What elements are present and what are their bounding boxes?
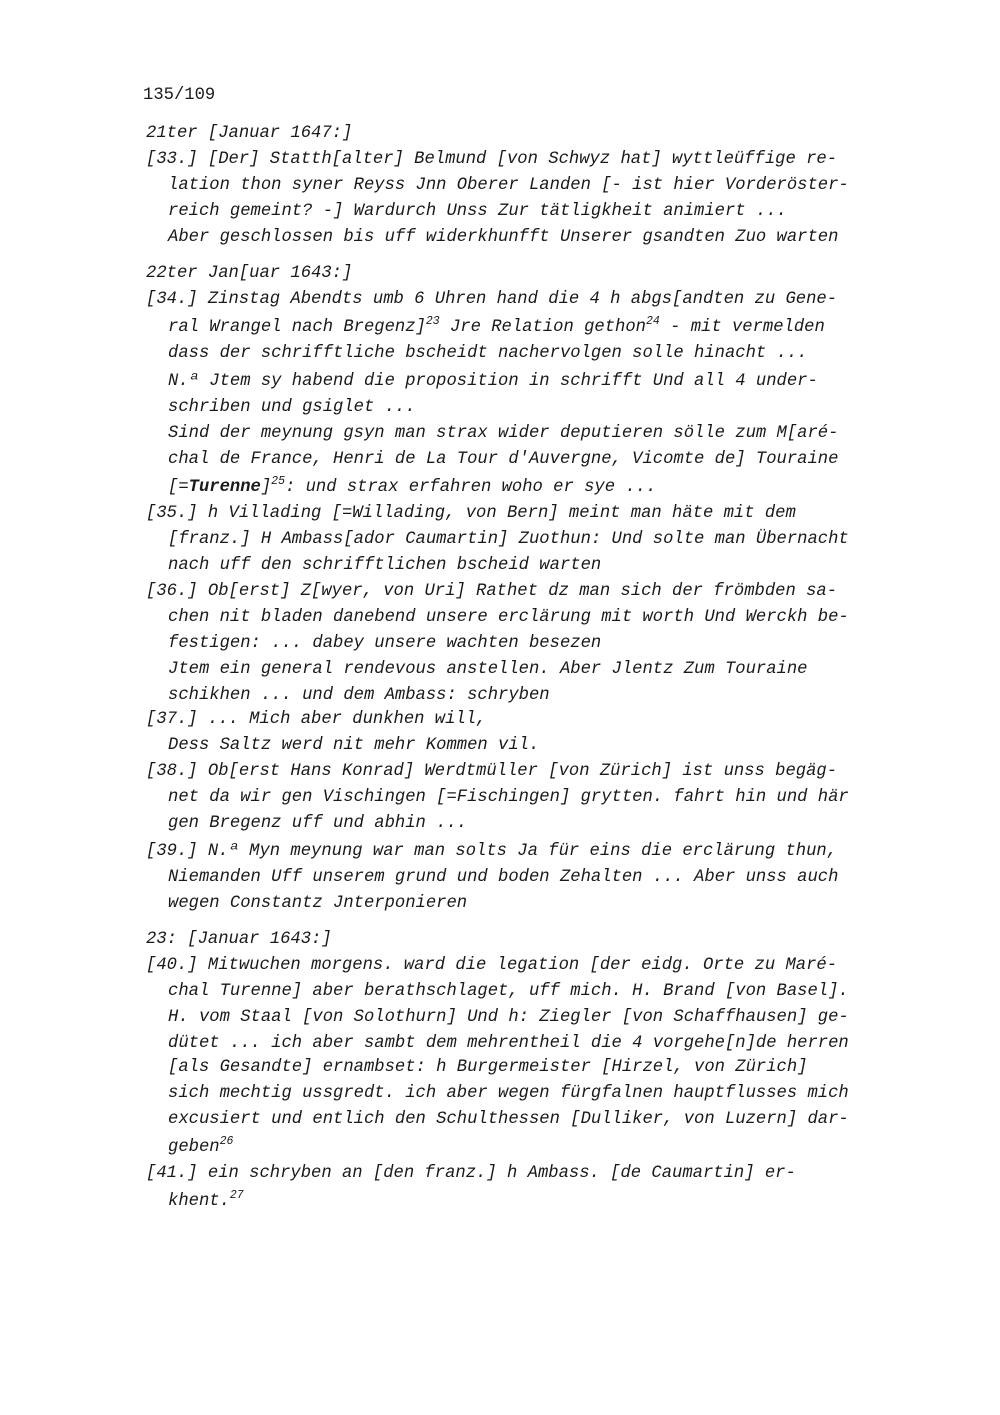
footnote-ref: 27 xyxy=(229,1189,244,1202)
entry-33-line-1: [33.] [Der] Statth[alter] Belmund [von Schwyz hat] wyttleüffige re- xyxy=(146,150,838,169)
entry-40-line-4: dütet ... ich aber sambt dem mehrentheil die 4 vorgehe[n]de herren xyxy=(168,1034,849,1053)
entry-34-line-4: N.ª Jtem sy habend die proposition in schrifft Und all 4 under- xyxy=(168,372,818,391)
entry-38-line-1: [38.] Ob[erst Hans Konrad] Werdtmüller [von Zürich] ist unss begäg- xyxy=(146,762,838,781)
entry-34-line-3: dass der schrifftliche bscheidt nachervolgen solle hinacht ... xyxy=(168,344,808,363)
entry-35-line-2: [franz.] H Ambass[ador Caumartin] Zuothun: Und solte man Übernacht xyxy=(168,530,849,549)
entry-40-line-8 xyxy=(168,1135,234,1157)
entry-41-line-2 xyxy=(168,1189,244,1211)
entry-35-line-1: [35.] h Villading [=Willading, von Bern] meint man häte mit dem xyxy=(146,504,796,523)
footnote-ref: 24 xyxy=(645,315,660,328)
entry-39-line-1: [39.] N.ª Myn meynung war man solts Ja für eins die erclärung thun, xyxy=(146,842,838,861)
entry-37-line-1: [37.] ... Mich aber dunkhen will, xyxy=(146,710,487,729)
entry-40-line-3: H. vom Staal [von Solothurn] Und h: Ziegler [von Schaffhausen] ge- xyxy=(168,1008,849,1027)
entry-36-line-2: chen nit bladen danebend unsere erclärung mit worth Und Werckh be- xyxy=(168,608,849,627)
entry-39-line-3: wegen Constantz Jnterponieren xyxy=(168,894,468,913)
entry-34-line-5: schriben und gsiglet ... xyxy=(168,398,416,417)
entry-38-line-2: net da wir gen Vischingen [=Fischingen] grytten. fahrt hin und här xyxy=(168,788,849,807)
text-segment: - mit vermelden xyxy=(659,318,825,337)
entry-34-line-7: chal de France, Henri de La Tour d'Auvergne, Vicomte de] Touraine xyxy=(168,450,839,469)
date-heading: 22ter Jan[uar 1643:] xyxy=(146,264,353,283)
entry-34-line-2 xyxy=(168,315,825,337)
entry-34-line-1: [34.] Zinstag Abendts umb 6 Uhren hand die 4 h abgs[andten zu Gene- xyxy=(146,290,838,309)
text-segment: [= xyxy=(168,478,189,497)
entry-36-line-3: festigen: ... dabey unsere wachten besezen xyxy=(168,634,602,653)
entry-36-line-5: schikhen ... und dem Ambass: schryben xyxy=(168,686,550,705)
entry-36-line-1: [36.] Ob[erst] Z[wyer, von Uri] Rathet dz man sich der frömbden sa- xyxy=(146,582,838,601)
entry-40-line-7: excusiert und entlich den Schulthessen [Dulliker, von Luzern] dar- xyxy=(168,1110,849,1129)
entry-33-line-3: reich gemeint? -] Wardurch Unss Zur tätligkheit animiert ... xyxy=(168,202,787,221)
entry-40-line-1: [40.] Mitwuchen morgens. ward die legation [der eidg. Orte zu Maré- xyxy=(146,956,838,975)
entry-34-line-8 xyxy=(168,475,657,497)
date-heading: 23: [Januar 1643:] xyxy=(146,930,332,949)
footnote-ref: 26 xyxy=(219,1135,234,1148)
entry-38-line-3: gen Bregenz uff und abhin ... xyxy=(168,814,468,833)
entry-33-line-4: Aber geschlossen bis uff widerkhunfft Unserer gsandten Zuo warten xyxy=(168,228,839,247)
entry-39-line-2: Niemanden Uff unserem grund und boden Zehalten ... Aber unss auch xyxy=(168,868,839,887)
entry-34-line-6: Sind der meynung gsyn man strax wider deputieren sölle zum M[aré- xyxy=(168,424,839,443)
footnote-ref: 23 xyxy=(425,315,440,328)
entry-35-line-3: nach uff den schrifftlichen bscheid warten xyxy=(168,556,602,575)
entry-40-line-6: sich mechtig ussgredt. ich aber wegen fürgfalnen hauptflusses mich xyxy=(168,1084,849,1103)
entry-41-line-1: [41.] ein schryben an [den franz.] h Ambass. [de Caumartin] er- xyxy=(146,1164,796,1183)
entry-37-line-2: Dess Saltz werd nit mehr Kommen vil. xyxy=(168,736,540,755)
entry-40-line-5: [als Gesandte] ernambset: h Burgermeister [Hirzel, von Zürich] xyxy=(168,1058,808,1077)
date-heading: 21ter [Januar 1647:] xyxy=(146,124,353,143)
bold-name: Turenne xyxy=(188,478,261,497)
entry-40-line-2: chal Turenne] aber berathschlaget, uff mich. H. Brand [von Basel]. xyxy=(168,982,849,1001)
text-segment: geben xyxy=(168,1138,220,1157)
entry-36-line-4: Jtem ein general rendevous anstellen. Aber Jlentz Zum Touraine xyxy=(168,660,808,679)
text-segment: Jre Relation gethon xyxy=(439,318,646,337)
text-segment: ral Wrangel nach Bregenz] xyxy=(168,318,426,337)
text-segment: : und strax erfahren woho er sye ... xyxy=(284,478,657,497)
text-segment: khent. xyxy=(168,1192,230,1211)
footnote-ref: 25 xyxy=(271,475,285,488)
text-segment: ] xyxy=(260,478,272,497)
page-number: 135/109 xyxy=(143,86,216,105)
entry-33-line-2: lation thon syner Reyss Jnn Oberer Landen [- ist hier Vorderöster- xyxy=(168,176,849,195)
